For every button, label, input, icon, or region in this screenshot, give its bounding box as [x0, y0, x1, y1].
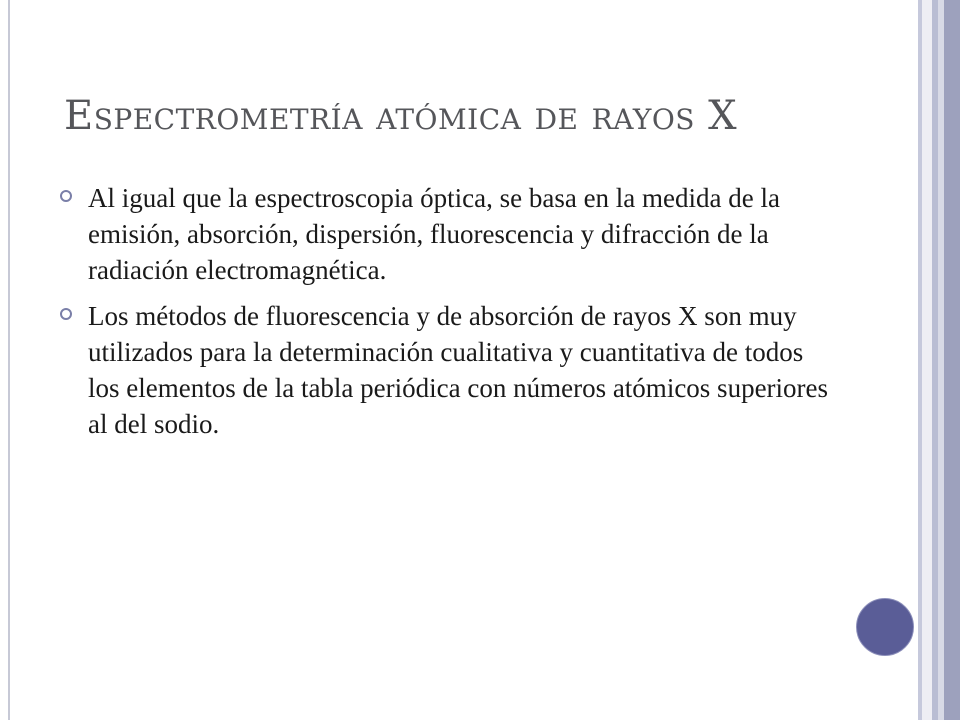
bullet-ring-icon [60, 308, 72, 320]
right-decor-band [922, 0, 932, 720]
bullet-list [60, 180, 840, 452]
bullet-item [60, 180, 840, 288]
bullet-text: Los métodos de fluorescencia y de absorción de rayos X son muy utilizados para la determinación cualitativa y cuantitativa de todos los elementos de la tabla periódica con números atómicos superiores al del sodio. [88, 301, 829, 439]
bullet-item [60, 298, 840, 442]
right-decor-band [944, 0, 960, 720]
bullet-text: Al igual que la espectroscopia óptica, se basa en la medida de la emisión, absorción, dispersión, fluorescencia y difracción de la radiación electromagnética. [88, 183, 780, 285]
slide-title: Espectrometría atómica de rayos X [64, 93, 738, 139]
decorative-circle [856, 598, 914, 656]
slide-left-border [8, 0, 10, 720]
bullet-ring-icon [60, 190, 72, 202]
